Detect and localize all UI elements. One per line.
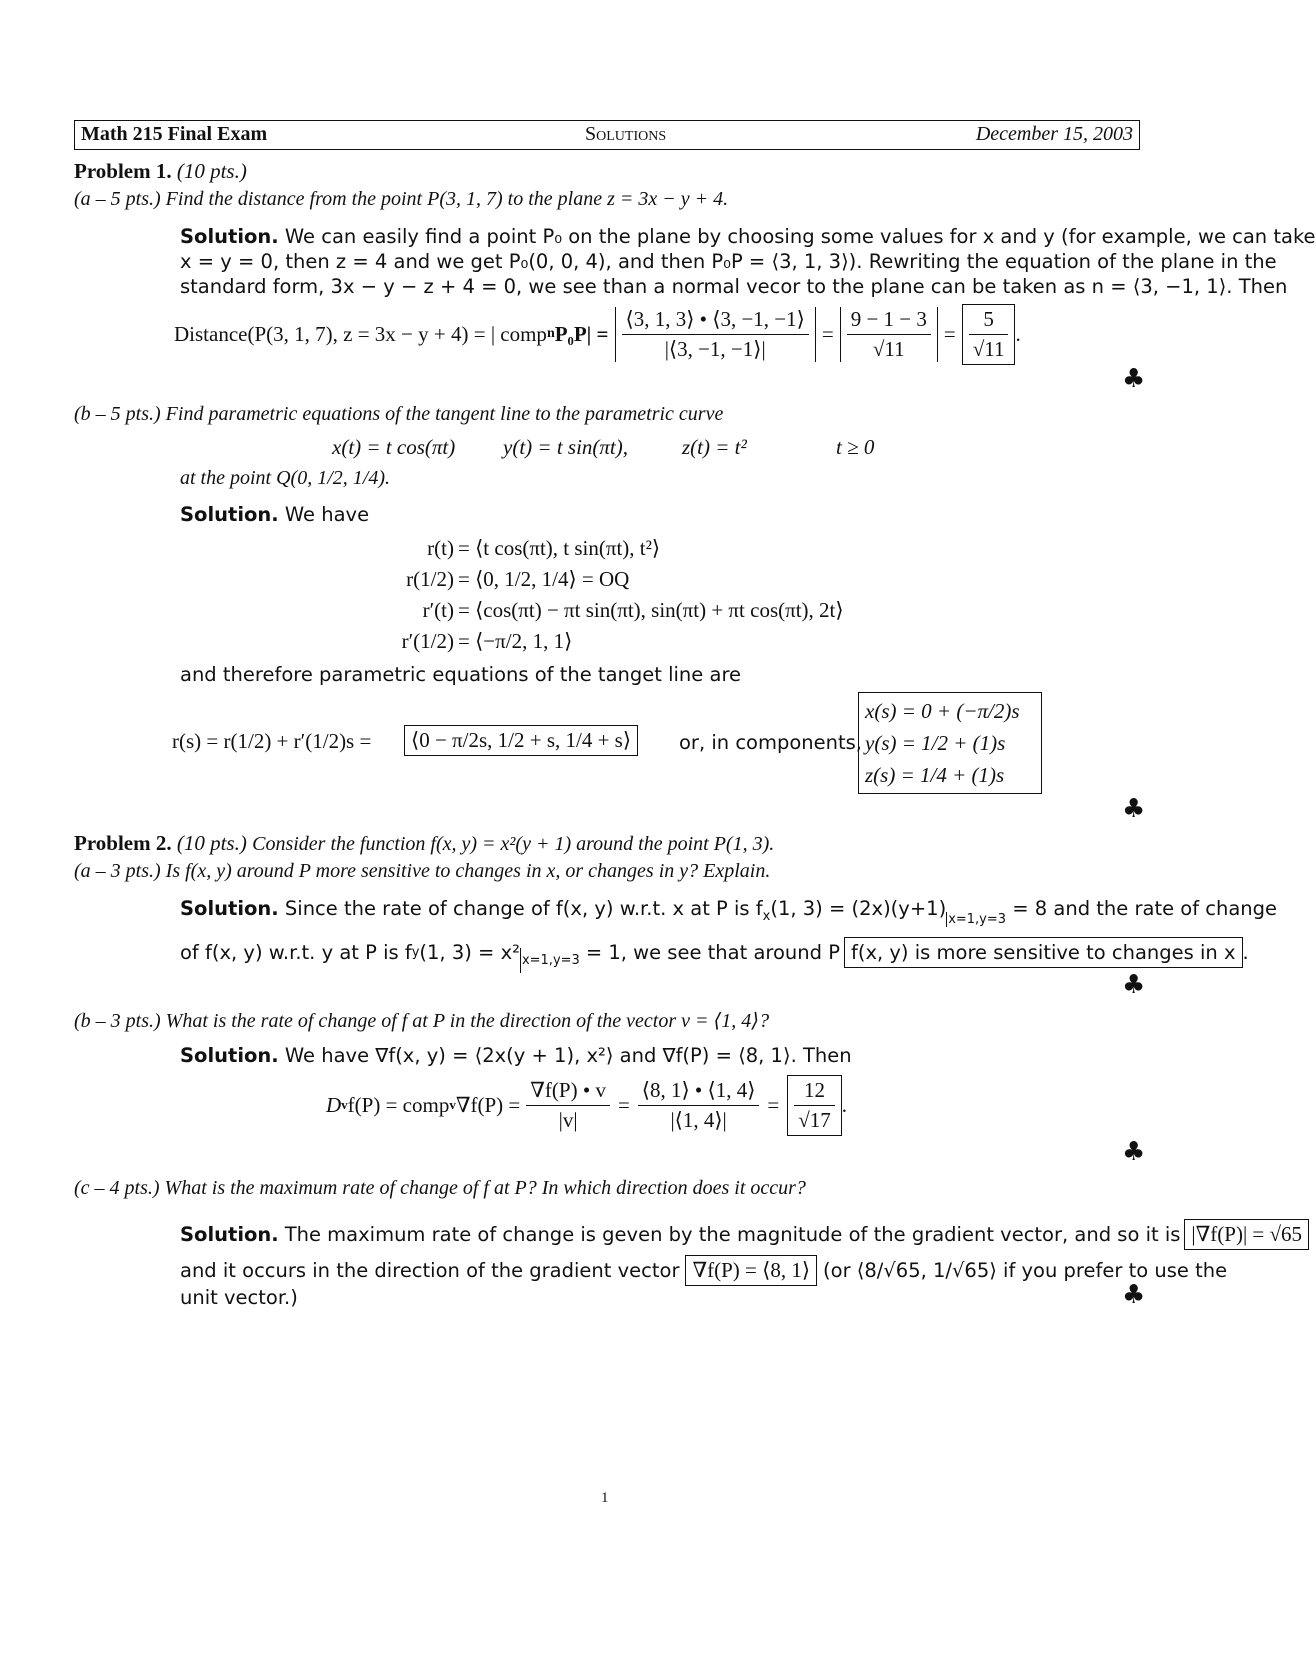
solution-text: (1, 3) = x² bbox=[419, 941, 520, 964]
period: . bbox=[841, 1092, 848, 1117]
component-x: x(s) = 0 + (−π/2)s bbox=[865, 699, 1020, 723]
curve-x: x(t) = t cos(πt) bbox=[332, 435, 456, 459]
problem1a-question-line bbox=[74, 188, 728, 211]
problem2-heading: Problem 2. bbox=[74, 831, 172, 855]
subscript: x bbox=[762, 908, 771, 924]
therefore-text: and therefore parametric equations of the tanget line are bbox=[180, 663, 742, 686]
eq-rhs: = ⟨−π/2, 1, 1⟩ bbox=[458, 629, 573, 653]
equals: = bbox=[943, 321, 956, 346]
frac2-num: ⟨8, 1⟩ • ⟨1, 4⟩ bbox=[638, 1078, 760, 1106]
equals: = bbox=[617, 1092, 630, 1117]
frac1-den: |v| bbox=[558, 1107, 578, 1132]
solution-text: unit vector.) bbox=[180, 1286, 298, 1309]
answer-box: |∇f(P)| = √65 bbox=[1184, 1219, 1309, 1250]
or-components: or, in components, bbox=[679, 731, 862, 754]
eq-lhs: r(1/2) bbox=[406, 567, 454, 591]
eq-text: ∇f(P) = bbox=[455, 1092, 521, 1117]
eq-rhs: = ⟨t cos(πt), t sin(πt), t²⟩ bbox=[458, 536, 661, 560]
evaluation-bar: x=1,y=3 bbox=[520, 948, 580, 973]
solution-text: = 1, we see that around P bbox=[585, 941, 840, 964]
solution-text: of f(x, y) w.r.t. y at P is f bbox=[180, 941, 412, 964]
problem2-heading-line bbox=[74, 831, 774, 856]
abs-frac2 bbox=[840, 307, 938, 362]
component-y: y(s) = 1/2 + (1)s bbox=[865, 731, 1006, 755]
header-date: December 15, 2003 bbox=[975, 123, 1133, 145]
eq-lhs: r(t) bbox=[427, 536, 454, 560]
problem1-heading: Problem 1. bbox=[74, 159, 172, 183]
subscript: y bbox=[411, 945, 420, 960]
header-box bbox=[74, 120, 1140, 150]
page-number: 1 bbox=[601, 1490, 609, 1506]
subscript: v bbox=[341, 1097, 348, 1112]
end-mark-icon: ♣ bbox=[1122, 1137, 1146, 1167]
problem1a-label: (a – 5 pts.) bbox=[74, 188, 161, 210]
curve-z: z(t) = t² bbox=[682, 435, 747, 459]
answer-den: √11 bbox=[972, 336, 1005, 361]
directional-derivative-equation bbox=[326, 1076, 847, 1134]
period: . bbox=[1015, 321, 1021, 346]
problem2-points: (10 pts.) bbox=[176, 831, 247, 855]
answer-box bbox=[787, 1075, 842, 1136]
at-point: at the point Q(0, 1/2, 1/4). bbox=[180, 467, 390, 489]
solution-text: Since the rate of change of f(x, y) w.r.t. x at P is f bbox=[284, 897, 763, 920]
frac2-num: 9 − 1 − 3 bbox=[847, 307, 931, 335]
problem1b-solution bbox=[180, 502, 369, 527]
components-box bbox=[858, 692, 1042, 794]
eq-lhs: r′(1/2) bbox=[401, 629, 454, 653]
solution-label: Solution. bbox=[180, 897, 279, 920]
answer-den: √17 bbox=[798, 1107, 831, 1132]
solution-text: We have ∇f(x, y) = ⟨2x(y + 1), x²⟩ and ∇f(P) = ⟨8, 1⟩. Then bbox=[284, 1044, 852, 1067]
end-mark-icon: ♣ bbox=[1122, 364, 1146, 394]
subscript: v bbox=[449, 1097, 456, 1112]
tangent-line-lhs: r(s) = r(1/2) + r′(1/2)s = bbox=[172, 729, 372, 753]
problem2a-label: (a – 3 pts.) bbox=[74, 860, 161, 882]
frac1-num: ⟨3, 1, 3⟩ • ⟨3, −1, −1⟩ bbox=[622, 307, 809, 335]
problem1-points: (10 pts.) bbox=[176, 159, 247, 183]
component-z: z(s) = 1/4 + (1)s bbox=[865, 763, 1005, 787]
eq-lhs: r′(t) bbox=[422, 598, 454, 622]
answer-box: ∇f(P) = ⟨8, 1⟩ bbox=[685, 1255, 817, 1286]
frac1-den: |⟨3, −1, −1⟩| bbox=[664, 336, 766, 361]
problem2-intro: Consider the function f(x, y) = x²(y + 1) around the point P(1, 3). bbox=[252, 833, 775, 855]
answer-box: f(x, y) is more sensitive to changes in x bbox=[844, 937, 1243, 968]
solution-text: (or ⟨8/√65, 1/√65⟩ if you prefer to use the bbox=[823, 1259, 1228, 1282]
end-mark-icon: ♣ bbox=[1122, 1280, 1146, 1310]
problem2a-line1 bbox=[180, 896, 1277, 929]
solution-label: Solution. bbox=[180, 1223, 279, 1246]
frac2-den: √11 bbox=[872, 336, 905, 361]
eq-text: f(P) = comp bbox=[347, 1092, 450, 1117]
problem1b-label: (b – 5 pts.) bbox=[74, 403, 161, 425]
problem2c-question: What is the maximum rate of change of f at P? In which direction does it occur? bbox=[164, 1177, 806, 1199]
solution-label: Solution. bbox=[180, 503, 279, 526]
problem2c-line1 bbox=[180, 1219, 1309, 1250]
solution-text: and it occurs in the direction of the gradient vector bbox=[180, 1259, 680, 1282]
problem2b-question: What is the rate of change of f at P in the direction of the vector v = ⟨1, 4⟩? bbox=[165, 1010, 770, 1032]
problem2b-label: (b – 3 pts.) bbox=[74, 1010, 161, 1032]
problem2b-solution bbox=[180, 1043, 852, 1068]
solution-text: (1, 3) = (2x)(y+1) bbox=[770, 897, 947, 920]
eq-rhs: = ⟨cos(πt) − πt sin(πt), sin(πt) + πt cos(πt), 2t⟩ bbox=[458, 598, 844, 622]
solution-label: Solution. bbox=[180, 225, 279, 248]
comp-subscript: n bbox=[546, 326, 555, 341]
problem2c-line2 bbox=[180, 1255, 1227, 1286]
abs-frac1 bbox=[615, 307, 816, 362]
frac1-num: ∇f(P) • v bbox=[526, 1078, 610, 1106]
solution-text: x = y = 0, then z = 4 and we get P₀(0, 0, 4), and then P₀P = ⟨3, 1, 3⟩). Rewriting the equation of the plane in the bbox=[180, 250, 1277, 273]
evaluation-bar: x=1,y=3 bbox=[948, 912, 1007, 927]
problem2c-label: (c – 4 pts.) bbox=[74, 1177, 160, 1199]
problem1a-question: Find the distance from the point P(3, 1, 7) to the plane z = 3x − y + 4. bbox=[165, 188, 729, 210]
header-center: Solutions bbox=[585, 123, 667, 145]
problem2a-question-line bbox=[74, 860, 770, 883]
solution-label: Solution. bbox=[180, 1044, 279, 1067]
aligned-equations bbox=[300, 533, 844, 657]
equals: = bbox=[767, 1092, 780, 1117]
frac2-den: |⟨1, 4⟩| bbox=[670, 1107, 727, 1132]
course-title: Math 215 Final Exam bbox=[81, 123, 268, 145]
solution-text: standard form, 3x − y − z + 4 = 0, we see than a normal vecor to the plane can be taken as n = ⟨3, −1, 1⟩. Then bbox=[180, 275, 1288, 298]
end-mark-icon: ♣ bbox=[1122, 794, 1146, 824]
end-mark-icon: ♣ bbox=[1122, 970, 1146, 1000]
answer-num: 5 bbox=[969, 307, 1009, 335]
distance-lhs: Distance(P(3, 1, 7), z = 3x − y + 4) = | comp bbox=[174, 321, 547, 346]
solution-text: The maximum rate of change is geven by the magnitude of the gradient vector, and so it is bbox=[284, 1223, 1181, 1246]
solution-text: We have bbox=[284, 503, 370, 526]
eq-rhs: = ⟨0, 1/2, 1/4⟩ = OQ bbox=[458, 567, 630, 591]
problem1b-question-line bbox=[74, 403, 723, 426]
tangent-line-answer: ⟨0 − π/2s, 1/2 + s, 1/4 + s⟩ bbox=[404, 725, 638, 756]
eq-text: D bbox=[326, 1092, 342, 1117]
answer-box bbox=[962, 304, 1016, 365]
solution-text: = 8 and the rate of change bbox=[1012, 897, 1278, 920]
problem1b-question: Find parametric equations of the tangent line to the parametric curve bbox=[165, 403, 724, 425]
problem2a-question: Is f(x, y) around P more sensitive to changes in x, or changes in y? Explain. bbox=[165, 860, 771, 882]
problem2a-line2 bbox=[180, 937, 1249, 968]
problem1a-solution bbox=[180, 224, 1316, 299]
problem2c-question-line bbox=[74, 1177, 806, 1200]
distance-equation bbox=[174, 304, 1021, 364]
equals: = bbox=[821, 321, 834, 346]
solution-text: We can easily find a point P₀ on the plane by choosing some values for x and y (for example, we can take bbox=[284, 225, 1316, 248]
comp-vector: P₀P| = bbox=[554, 321, 609, 346]
answer-num: 12 bbox=[794, 1078, 835, 1106]
problem2b-question-line bbox=[74, 1008, 769, 1033]
problem1-heading-line bbox=[74, 159, 247, 184]
curve-t-condition: t ≥ 0 bbox=[836, 435, 875, 459]
curve-y: y(t) = t sin(πt), bbox=[503, 435, 628, 459]
period: . bbox=[1242, 941, 1249, 964]
